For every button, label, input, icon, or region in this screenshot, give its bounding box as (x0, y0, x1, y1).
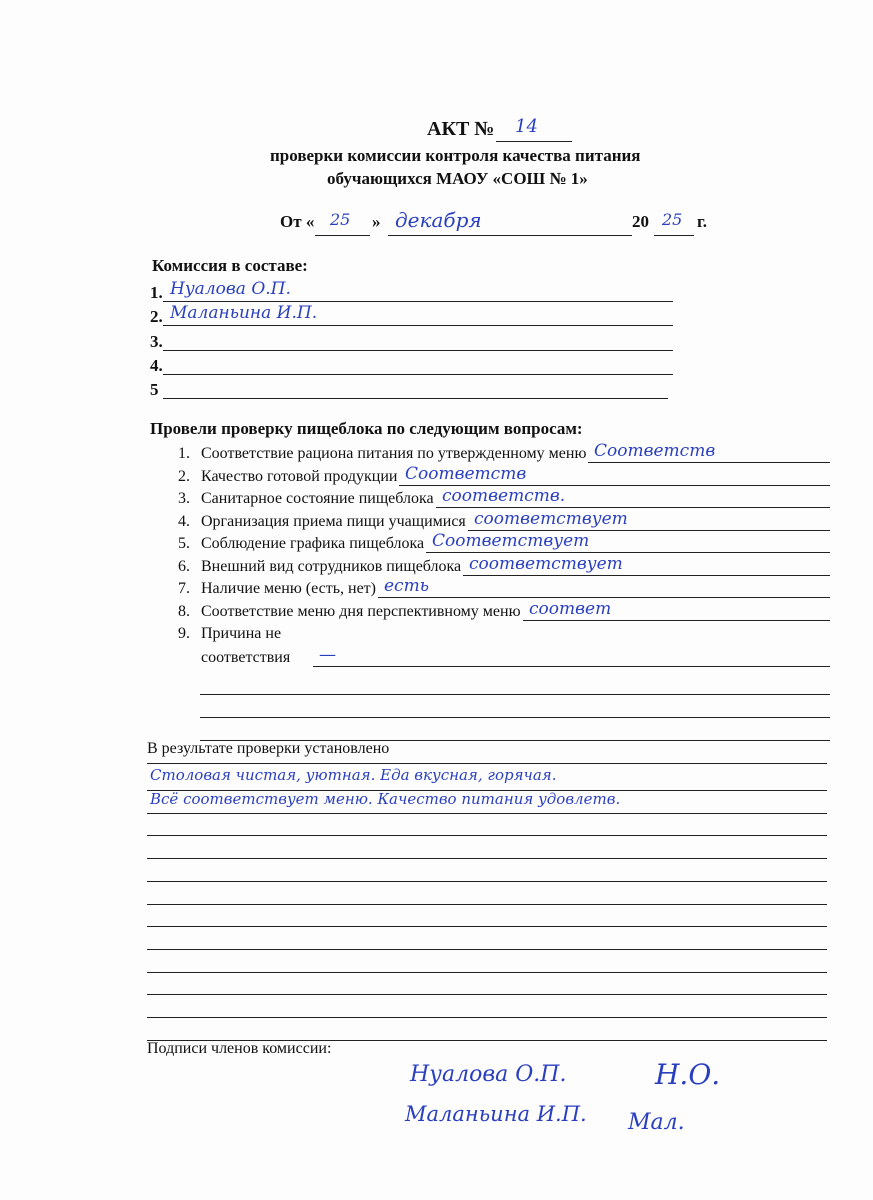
question-number: 9. (178, 625, 190, 642)
member-line (163, 374, 673, 375)
questions-heading: Провели проверку пищеблока по следующим вопросам: (150, 419, 583, 438)
result-line (147, 904, 827, 905)
question-number: 1. (178, 445, 190, 462)
question-text: Соответствие рациона питания по утвержденному меню (201, 445, 587, 462)
question-answer: Соответств (594, 441, 716, 461)
date-mid: » (372, 212, 381, 231)
signature-name-1: Нуалова О.П. (410, 1062, 567, 1087)
result-line (147, 835, 827, 836)
member-line (163, 325, 673, 326)
question-answer: — (319, 645, 336, 665)
result-line (147, 881, 827, 882)
result-line (147, 949, 827, 950)
result-line (147, 972, 827, 973)
result-line (147, 813, 827, 814)
question-answer: Соответствует (432, 531, 590, 551)
question-text: Причина не (201, 625, 282, 642)
member-line (163, 350, 673, 351)
member-number: 1. (150, 283, 163, 302)
question-number: 2. (178, 467, 190, 485)
answer-line (313, 666, 830, 667)
question-number: 4. (178, 512, 190, 530)
question-answer: соответ (529, 598, 612, 619)
member-number: 4. (150, 356, 163, 375)
question-text: Наличие меню (есть, нет) (201, 580, 376, 597)
commission-heading: Комиссия в составе: (152, 256, 308, 275)
member-line (163, 398, 668, 399)
question-answer: Соответств (405, 463, 527, 484)
signature-mark-2: Мал. (628, 1110, 685, 1135)
member-number: 3. (150, 332, 163, 351)
answer-line (523, 620, 830, 621)
question-answer: соответствует (469, 553, 623, 574)
subtitle-line1: проверки комиссии контроля качества питания (270, 146, 641, 165)
member-name: Маланьина И.П. (170, 303, 318, 323)
signatures-heading: Подписи членов комиссии: (147, 1040, 332, 1057)
answer-line (463, 575, 830, 576)
result-line (147, 926, 827, 927)
date-month: декабря (395, 208, 482, 232)
subtitle-line2: обучающихся МАОУ «СОШ № 1» (327, 169, 588, 188)
question-text: Соответствие меню дня перспективному меню (201, 602, 521, 620)
result-line (147, 1017, 827, 1018)
result-heading: В результате проверки установлено (147, 740, 390, 757)
date-year: 25 (662, 210, 683, 229)
question-text: Качество готовой продукции (201, 467, 398, 485)
member-number: 5 (150, 380, 159, 399)
member-number: 2. (150, 307, 163, 326)
question-number: 5. (178, 535, 190, 552)
result-line (147, 763, 827, 764)
answer-line (588, 462, 830, 463)
question-number: 7. (178, 580, 190, 597)
date-prefix: От « (280, 212, 315, 231)
question-number: 3. (178, 490, 190, 507)
question-number: 6. (178, 557, 190, 575)
question-text: Организация приема пищи учащимися (201, 512, 466, 530)
question-answer: соответствует (474, 508, 628, 529)
question-text: Соблюдение графика пищеблока (201, 535, 425, 552)
question-number: 8. (178, 602, 190, 620)
signature-name-2: Маланьина И.П. (405, 1102, 587, 1126)
act-label: АКТ № (427, 118, 495, 140)
signature-mark-1: Н.О. (655, 1058, 721, 1091)
result-line (147, 858, 827, 859)
member-name: Нуалова О.П. (170, 279, 291, 299)
result-text: Всё соответствует меню. Качество питания удовлетв. (150, 790, 621, 808)
date-year-prefix: 20 (632, 212, 649, 231)
date-day: 25 (330, 210, 351, 229)
member-line (163, 301, 673, 302)
act-number: 14 (515, 116, 538, 137)
result-line (147, 994, 827, 995)
question-text: Внешний вид сотрудников пищеблока (201, 557, 462, 575)
question-text-2: соответствия (201, 649, 291, 666)
date-suffix: г. (697, 212, 708, 231)
question-text: Санитарное состояние пищеблока (201, 490, 434, 507)
question-answer: есть (384, 576, 429, 596)
question-answer: соответств. (442, 486, 566, 506)
result-text: Столовая чистая, уютная. Еда вкусная, горячая. (150, 766, 557, 784)
